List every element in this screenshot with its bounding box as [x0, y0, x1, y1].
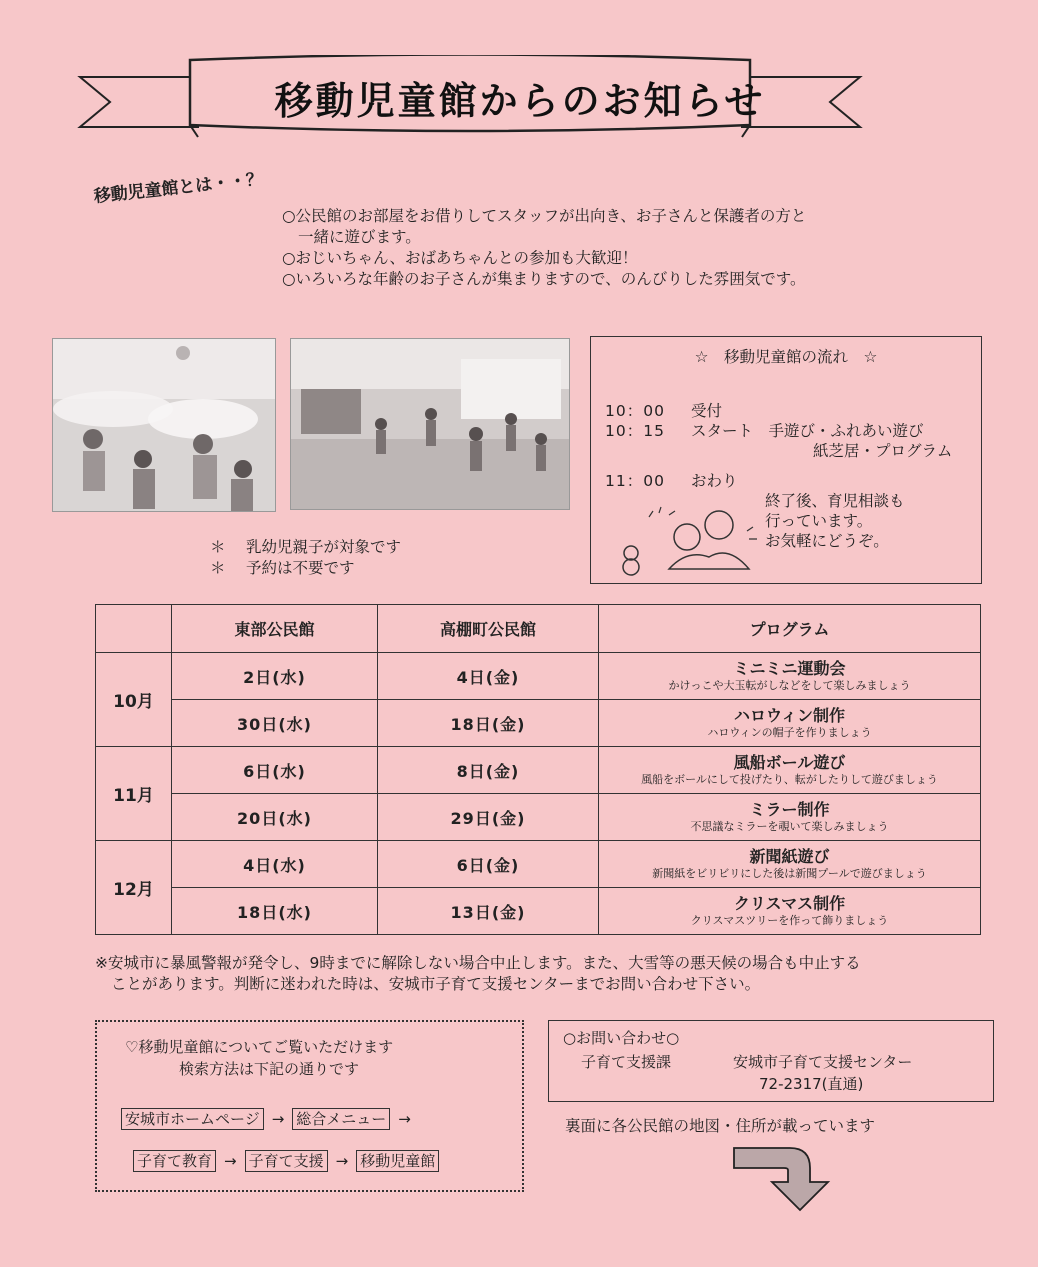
arrow-right-icon: → [224, 1152, 237, 1170]
header-program: プログラム [599, 605, 981, 653]
east-date: 30日(水) [172, 700, 378, 747]
arrow-right-icon: → [398, 1110, 411, 1128]
search-method: 検索方法は下記の通りです [179, 1060, 360, 1078]
flow-row [605, 419, 924, 441]
flow-after-line: お気軽にどうぞ。 [765, 532, 889, 550]
search-path-row-2 [133, 1150, 439, 1172]
program-name: クリスマス制作 [733, 894, 846, 913]
program-desc: ハロウィンの帽子を作りましょう [707, 726, 872, 739]
table-row [96, 888, 981, 935]
program-cell [599, 653, 981, 700]
about-line: ○おじいちゃん、おばあちゃんとの参加も大歓迎！ [282, 249, 638, 267]
about-line: ○いろいろな年齢のお子さんが集まりますので、のんびりした雰囲気です。 [282, 270, 806, 288]
page-title: 移動児童館からのお知らせ [274, 79, 766, 123]
program-desc: かけっこや大玉転がしなどをして楽しみましょう [668, 679, 911, 692]
takatana-date: 6日(金) [378, 841, 599, 888]
note-text: 予約は不要です [246, 559, 355, 577]
path-support: 子育て支援 [245, 1150, 328, 1172]
flow-title: ☆ 移動児童館の流れ ☆ [694, 348, 878, 366]
flow-time: 10：00 [605, 402, 665, 420]
contact-box [548, 1020, 994, 1102]
contact-title: ○お問い合わせ○ [563, 1029, 680, 1047]
flow-box [590, 336, 982, 584]
program-name: 新聞紙遊び [749, 847, 830, 866]
back-page-note: 裏面に各公民館の地図・住所が載っています [565, 1117, 876, 1135]
east-date: 2日(水) [172, 653, 378, 700]
table-row [96, 841, 981, 888]
parent-child-illustration [609, 505, 759, 577]
program-cell [599, 794, 981, 841]
flow-text: 受付 [691, 402, 723, 420]
schedule-header-row [96, 605, 981, 653]
search-path-row-1 [121, 1108, 419, 1130]
program-desc: クリスマスツリーを作って飾りましょう [690, 914, 889, 927]
program-cell [599, 700, 981, 747]
table-row [96, 653, 981, 700]
program-cell [599, 747, 981, 794]
flow-row [605, 399, 722, 421]
activity-photo-2 [290, 338, 570, 510]
warning-line: ことがあります。判断に迷われた時は、安城市子育て支援センターまでお問い合わせ下さい。 [111, 975, 761, 993]
path-mobile-center: 移動児童館 [356, 1150, 439, 1172]
contact-center: 安城市子育て支援センター [733, 1053, 913, 1071]
about-description [282, 206, 982, 290]
warning-line: ※安城市に暴風警報が発令し、9時までに解除しない場合中止します。また、大雪等の悪天候の場合も中止する [95, 954, 861, 972]
program-cell [599, 841, 981, 888]
flow-text: おわり [691, 472, 738, 490]
search-info-box [95, 1020, 524, 1192]
arrow-right-icon: → [271, 1110, 285, 1128]
header-east: 東部公民館 [172, 605, 378, 653]
table-row [96, 700, 981, 747]
curved-arrow-icon [730, 1142, 840, 1214]
east-date: 20日(水) [172, 794, 378, 841]
takatana-date: 4日(金) [378, 653, 599, 700]
takatana-date: 8日(金) [378, 747, 599, 794]
note-item [210, 558, 401, 579]
header-month [96, 605, 172, 653]
flow-after-line: 行っています。 [765, 512, 873, 530]
program-desc: 不思議なミラーを覗いて楽しみましょう [690, 820, 889, 833]
search-intro: ♡移動児童館についてご覧いただけます [125, 1038, 394, 1056]
flow-row [605, 469, 738, 491]
weather-warning [95, 953, 1015, 995]
table-row [96, 794, 981, 841]
about-heading: 移動児童館とは・・？ [92, 169, 265, 207]
note-item [210, 537, 401, 558]
month-cell: 11月 [96, 747, 172, 841]
arrow-right-icon: → [335, 1152, 349, 1170]
east-date: 18日(水) [172, 888, 378, 935]
program-name: ミラー制作 [749, 800, 830, 819]
flow-row [813, 439, 952, 461]
path-homepage: 安城市ホームページ [121, 1108, 264, 1130]
flow-text: 紙芝居・プログラム [813, 442, 953, 460]
schedule-table [95, 604, 981, 935]
note-mark: ＊ [210, 538, 226, 556]
program-name: ハロウィン制作 [733, 706, 846, 725]
note-mark: ＊ [210, 559, 226, 577]
program-cell [599, 888, 981, 935]
path-education: 子育て教育 [133, 1150, 216, 1172]
program-desc: 新聞紙をビリビリにした後は新聞プールで遊びましょう [652, 867, 927, 880]
flow-time: 11：00 [605, 472, 665, 490]
east-date: 4日(水) [172, 841, 378, 888]
about-line: ○公民館のお部屋をお借りしてスタッフが出向き、お子さんと保護者の方と [282, 207, 807, 225]
month-cell: 12月 [96, 841, 172, 935]
activity-photo-1 [52, 338, 276, 512]
contact-dept: 子育て支援課 [581, 1053, 672, 1071]
about-line: 一緒に遊びます。 [298, 228, 421, 246]
path-general-menu: 総合メニュー [292, 1108, 390, 1130]
flow-time: 10：15 [605, 422, 665, 440]
program-desc: 風船をボールにして投げたり、転がしたりして遊びましょう [641, 773, 938, 786]
takatana-date: 13日(金) [378, 888, 599, 935]
header-takatana: 高棚町公民館 [378, 605, 599, 653]
east-date: 6日(水) [172, 747, 378, 794]
flow-text: スタート 手遊び・ふれあい遊び [691, 422, 924, 440]
notes [210, 537, 401, 579]
program-name: 風船ボール遊び [733, 753, 846, 772]
takatana-date: 29日(金) [378, 794, 599, 841]
program-name: ミニミニ運動会 [733, 659, 846, 678]
month-cell: 10月 [96, 653, 172, 747]
note-text: 乳幼児親子が対象です [246, 538, 402, 556]
flow-after-line: 終了後、育児相談も [765, 492, 905, 510]
takatana-date: 18日(金) [378, 700, 599, 747]
table-row [96, 747, 981, 794]
contact-phone: 72-2317(直通) [759, 1075, 864, 1093]
